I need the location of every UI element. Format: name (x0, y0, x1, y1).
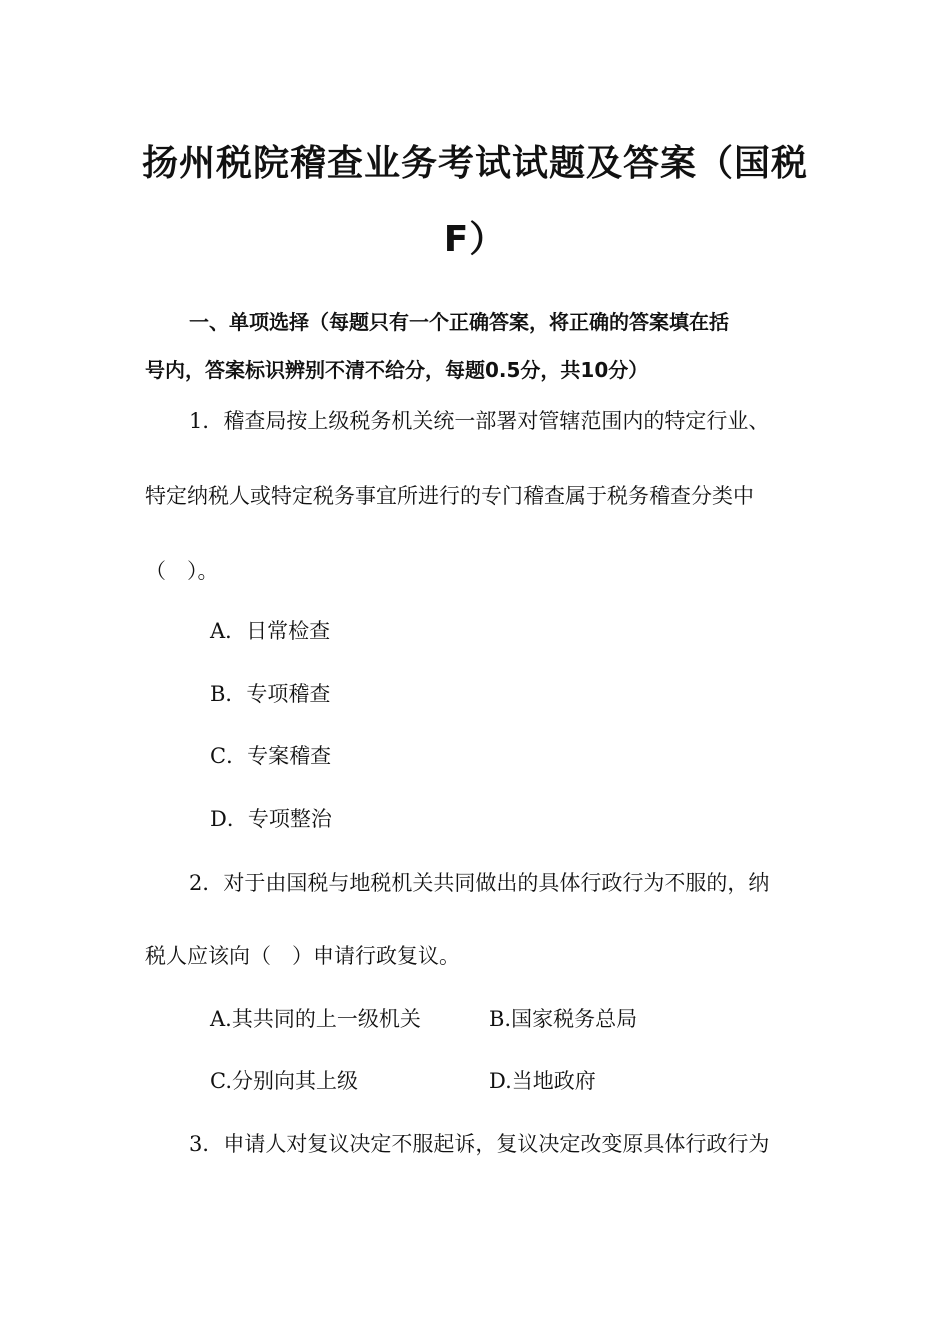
question-2-option-d: D.当地政府 (489, 1069, 596, 1093)
question-1-option-a: A．日常检查 (210, 619, 331, 643)
question-1-line-2: 特定纳税人或特定税务事宜所进行的专门稽查属于税务稽查分类中 (145, 484, 754, 508)
question-2-option-c: C.分别向其上级 (210, 1069, 358, 1093)
question-2-line-2: 税人应该向（ ）申请行政复议。 (145, 944, 460, 968)
document-title-line-2: F） (443, 219, 507, 260)
document-title-line-1: 扬州税院稽查业务考试试题及答案（国税 (141, 143, 808, 184)
question-1-option-b: B．专项稽查 (210, 682, 331, 706)
question-1-line-3: （ ）。 (145, 559, 219, 583)
question-2-option-a: A.其共同的上一级机关 (210, 1007, 421, 1031)
question-3-line-1: 3．申请人对复议决定不服起诉，复议决定改变原具体行政行为 (189, 1132, 770, 1156)
question-1-option-d: D．专项整治 (210, 807, 332, 831)
section-heading-line-2: 号内，答案标识辨别不清不给分，每题0.5分，共10分） (145, 358, 649, 382)
question-2-option-b: B.国家税务总局 (489, 1007, 638, 1031)
question-2-line-1: 2．对于由国税与地税机关共同做出的具体行政行为不服的，纳 (189, 871, 770, 895)
section-heading-line-1: 一、单项选择（每题只有一个正确答案，将正确的答案填在括 (189, 310, 729, 334)
question-1-option-c: C．专案稽查 (210, 744, 332, 768)
question-1-line-1: 1．稽查局按上级税务机关统一部署对管辖范围内的特定行业、 (189, 409, 770, 433)
